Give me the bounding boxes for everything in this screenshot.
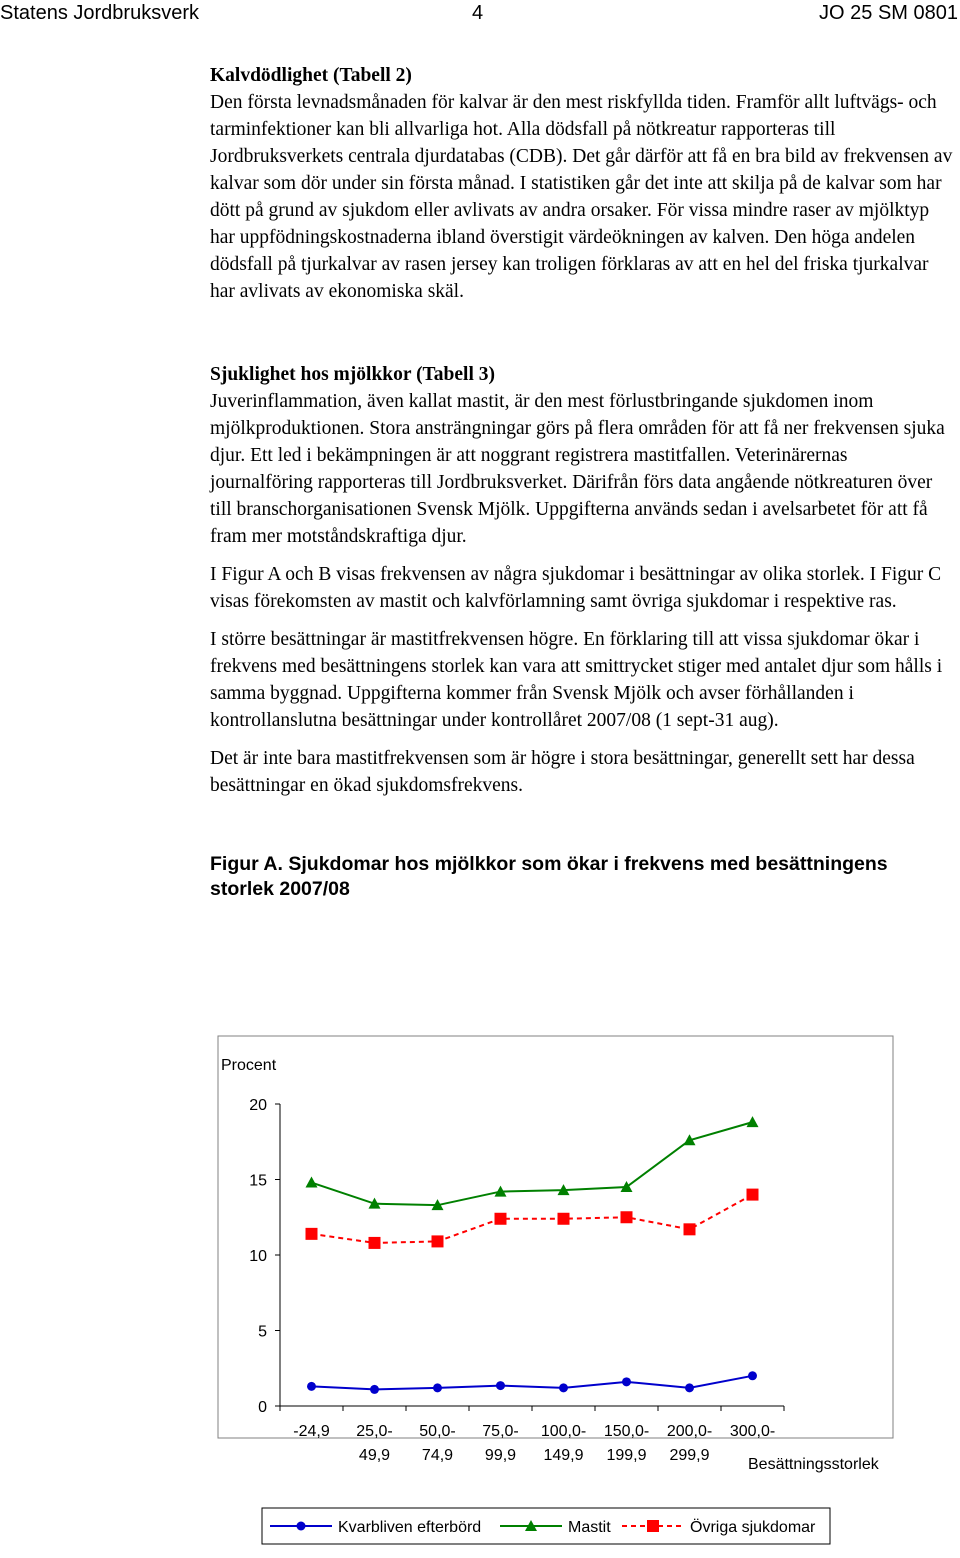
data-point: [370, 1385, 379, 1394]
data-point: [495, 1213, 507, 1225]
x-tick-label: 25,0-49,9: [356, 1423, 393, 1464]
x-tick-label: 75,0-99,9: [482, 1423, 519, 1464]
data-point: [684, 1223, 696, 1235]
page-number: 4: [472, 2, 484, 24]
y-tick-label: 20: [249, 1097, 267, 1114]
y-tick-label: 5: [258, 1323, 267, 1341]
data-point: [496, 1381, 505, 1390]
legend-marker: [647, 1520, 659, 1532]
x-tick-label: 150,0-199,9: [603, 1423, 650, 1464]
line-chart: [0, 1018, 960, 1558]
data-point: [558, 1213, 570, 1225]
paragraph-sjukdomsfrekvens: Det är inte bara mastitfrekvensen som är högre i stora besättningar, generellt sett har dessa besättningar en ökad sjukdomsfrekvens.: [210, 748, 915, 796]
data-point: [559, 1383, 568, 1392]
data-point: [369, 1237, 381, 1249]
data-point: [306, 1228, 318, 1240]
header-left: Statens Jordbruksverk: [0, 2, 199, 24]
data-point: [685, 1383, 694, 1392]
x-tick-label: 200,0-299,9: [666, 1423, 713, 1464]
data-point: [621, 1211, 633, 1223]
paragraph-mastit: Juverinflammation, även kallat mastit, är den mest förlustbringande sjukdomen inom mjölkproduktionen. Stora ansträngningar görs på flera områden för att få ner frekvensen sjuka djur. Ett led i bekämpningen är att noggrant registrera mastitfallen. Veterinärernas journalföring rapporteras till Jordbruksverket. Därifrån förs data angående nötkreaturen över till branschorganisationen Svensk Mjölk. Uppgifterna används sedan i avelsarbetet för att få fram mer motståndskraftiga djur.: [210, 391, 945, 547]
y-tick-label: 10: [249, 1248, 267, 1265]
x-axis-label: Besättningsstorlek: [748, 1456, 879, 1473]
data-point: [748, 1371, 757, 1380]
chart-frame: [218, 1036, 893, 1438]
legend-label: Övriga sjukdomar: [690, 1519, 816, 1536]
data-point: [432, 1235, 444, 1247]
x-tick-label: 100,0-149,9: [540, 1423, 587, 1464]
section-heading-kalvdodlighet: Kalvdödlighet (Tabell 2): [210, 65, 412, 86]
x-tick-label: 50,0-74,9: [419, 1423, 456, 1464]
x-tick-label: 300,0-: [729, 1423, 776, 1440]
paragraph-figur-ab: I Figur A och B visas frekvensen av några sjukdomar i besättningar av olika storlek. I Figur C visas förekomsten av mastit och kalvförlamning samt övriga sjukdomar i respektive ras.: [210, 564, 942, 612]
header-right: JO 25 SM 0801: [819, 2, 958, 24]
figure-title: Figur A. Sjukdomar hos mjölkkor som ökar i frekvens med besättningens storlek 2007/08: [210, 853, 888, 900]
data-point: [622, 1377, 631, 1386]
legend-marker: [297, 1522, 306, 1531]
y-tick-label: 0: [258, 1399, 267, 1416]
data-point: [433, 1383, 442, 1392]
x-tick-label: -24,9: [293, 1423, 330, 1440]
legend-label: Kvarbliven efterbörd: [338, 1519, 482, 1536]
data-point: [747, 1189, 759, 1201]
section-heading-sjuklighet: Sjuklighet hos mjölkkor (Tabell 3): [210, 364, 495, 385]
paragraph-storre-besattningar: I större besättningar är mastitfrekvensen högre. En förklaring till att vissa sjukdomar ökar i frekvens med besättningens storlek kan vara att smittrycket stiger med antalet djur som hålls i samma byggnad. Uppgifterna kommer från Svensk Mjölk och avser förhållanden i kontrollanslutna besättningar under kontrollåret 2007/08 (1 sept-31 aug).: [210, 629, 943, 731]
y-tick-label: 15: [249, 1172, 267, 1190]
page-body: [210, 62, 955, 902]
legend-label: Mastit: [568, 1519, 611, 1536]
paragraph-kalvdodlighet: Den första levnadsmånaden för kalvar är den mest riskfyllda tiden. Framför allt luftvägs- och tarminfektioner kan bli allvarliga hot. Alla dödsfall på nötkreatur rapporteras till Jordbruksverkets centrala djurdatabas (CDB). Det går därför att få en bra bild av frekvensen av kalvar som dör under sin första månad. I statistiken går det inte att skilja på de kalvar som har dött på grund av sjukdom eller avlivats av andra orsaker. För vissa mindre raser av mjölktyp har uppfödningskostnaderna ibland överstigit värdeökningen av kalven. Den höga andelen dödsfall på tjurkalvar av rasen jersey kan troligen förklaras av att en hel del friska tjurkalvar har avlivats av ekonomiska skäl.: [210, 92, 953, 302]
y-axis-label: Procent: [221, 1057, 277, 1074]
data-point: [307, 1382, 316, 1391]
